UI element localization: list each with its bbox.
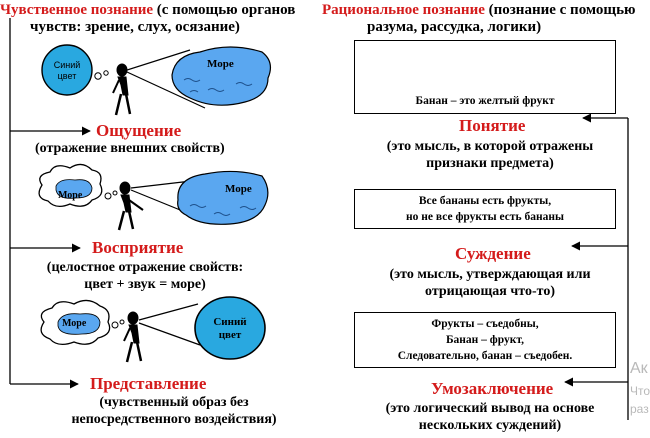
watermark-line: Что: [630, 384, 650, 398]
example-line: но не все фрукты есть бананы: [406, 211, 564, 223]
thought-label: [44, 60, 90, 82]
example-line: Фрукты – съедобны,: [431, 318, 539, 330]
term-inference: Умозаключение: [431, 379, 554, 398]
left-header-line2: чувств: зрение, слух, осязание): [30, 19, 240, 35]
desc-sensation: (отражение внешних свойств): [35, 141, 225, 156]
term-perception: Восприятие: [92, 238, 184, 257]
desc-line: (это мысль, утверждающая или: [389, 267, 591, 282]
example-line: Банан – фрукт,: [445, 334, 525, 346]
desc-line: непосредственного воздействия): [71, 412, 277, 427]
desc-line: признаки предмета): [426, 156, 554, 171]
sea-shape: [178, 171, 268, 224]
right-header: [322, 2, 635, 19]
desc-line: цвет + звук = море): [84, 277, 206, 292]
example-box-inference: [354, 312, 616, 368]
desc-inference: [360, 400, 620, 434]
desc-line: (это логический вывод на основе: [385, 401, 595, 416]
right-header-line2: разума, рассудка, логики): [367, 19, 542, 35]
example-line: Банан – это желтый фрукт: [415, 95, 555, 107]
term-judgment: Суждение: [455, 244, 531, 263]
sensory-cognition-title: Чувственное познание: [0, 2, 154, 18]
desc-line: (это мысль, в которой отражены: [386, 139, 594, 154]
circle-label-line: цвет: [218, 329, 242, 341]
sea-label: Море: [225, 183, 252, 195]
watermark-line: раз: [630, 402, 649, 416]
desc-representation: [44, 394, 304, 428]
left-header: [0, 2, 295, 19]
desc-line: нескольких суждений): [418, 418, 562, 433]
example-box-concept: [354, 40, 616, 114]
person-figure: [119, 182, 143, 230]
thought-label-line: Синий: [53, 60, 81, 70]
circle-label-line: Синий: [213, 316, 247, 328]
thought-label: Море: [58, 190, 83, 201]
sea-label: Море: [207, 58, 234, 70]
watermark-line: Ак: [630, 360, 648, 377]
left-header-rest: (с помощью органов: [153, 2, 296, 18]
example-line: Следовательно, банан – съедобен.: [397, 350, 573, 362]
right-header-rest: (познание с помощью: [484, 2, 636, 18]
desc-line: (чувственный образ без: [99, 395, 249, 410]
person-figure: [124, 312, 141, 362]
rational-cognition-title: Рациональное познание: [322, 2, 485, 18]
desc-line: отрицающая что-то): [425, 284, 555, 299]
desc-judgment: [360, 266, 620, 300]
sea-shape: [172, 47, 270, 105]
thought-label: Море: [62, 318, 87, 329]
term-representation: Представление: [90, 374, 207, 393]
example-line: Все бананы есть фрукты,: [418, 195, 552, 207]
thought-label-line: цвет: [57, 71, 77, 81]
desc-concept: [360, 138, 620, 172]
term-concept: Понятие: [459, 116, 526, 135]
circle-label: [200, 316, 260, 342]
desc-line: (целостное отражение свойств:: [46, 260, 244, 275]
desc-perception: [20, 259, 270, 293]
term-sensation: Ощущение: [96, 121, 182, 140]
example-box-judgment: [354, 189, 616, 229]
